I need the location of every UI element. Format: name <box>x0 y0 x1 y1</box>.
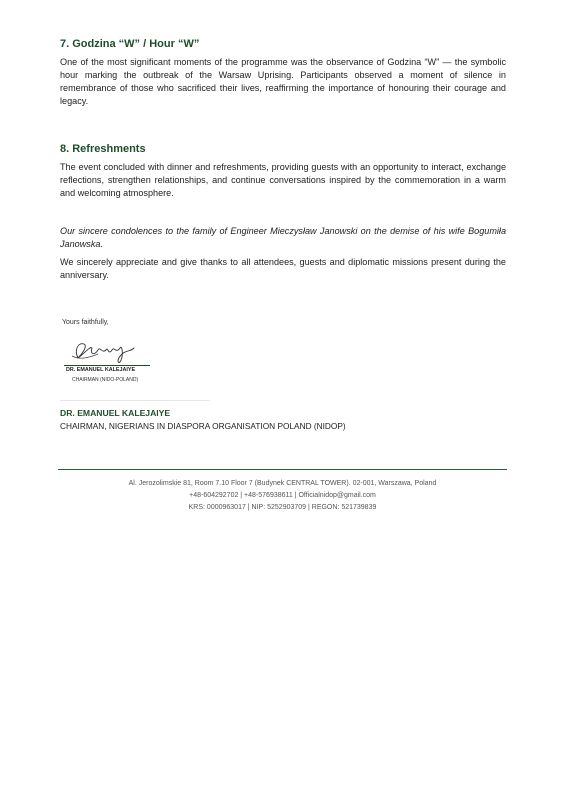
closing-salutation: Yours faithfully, <box>62 319 109 326</box>
footer-divider <box>58 469 507 470</box>
signature-title-stamp: CHAIRMAN (NIDO-POLAND) <box>72 377 139 383</box>
signature-name-stamp: DR. EMANUEL KALEJAIYE <box>66 367 136 373</box>
thanks-note: We sincerely appreciate and give thanks to all attendees, guests and diplomatic missions present during the anniversary. <box>60 257 506 280</box>
signature-line <box>64 365 150 366</box>
letterhead-footer <box>58 478 507 514</box>
condolence-note: Our sincere condolences to the family of Engineer Mieczysław Janowski on the demise of his wife Bogumiła Janowska. <box>60 226 506 249</box>
footer-address: Al. Jerozolimskie 81, Room 7.10 Floor 7 (Budynek CENTRAL TOWER). 02-001, Warszawa, Poland <box>128 480 437 487</box>
section-7-body: One of the most significant moments of the programme was the observance of Godzina “W” — the symbolic hour marking the outbreak of the Warsaw Uprising. Participants observed a moment of silence in remembrance of those who sacrificed their lives, reaffirming the importance of honouring their courage and legacy. <box>60 57 506 106</box>
signer-divider <box>60 400 210 401</box>
footer-contacts: +48-604292702 | +48-576938611 | Officialnidop@gmail.com <box>189 492 376 499</box>
footer-registry: KRS: 0000963017 | NIP: 5252903709 | REGON: 521739839 <box>188 504 377 511</box>
handwritten-signature <box>68 336 148 366</box>
section-7-heading: 7. Godzina “W” / Hour “W” <box>60 38 200 50</box>
section-8-body: The event concluded with dinner and refreshments, providing guests with an opportunity to interact, exchange reflections, strengthen relationships, and continue conversations inspired by the commemoration in a warm and welcoming atmosphere. <box>60 162 506 198</box>
section-8-heading: 8. Refreshments <box>60 143 146 155</box>
signature-block <box>62 336 152 388</box>
signer-title: CHAIRMAN, NIGERIANS IN DIASPORA ORGANISATION POLAND (NIDOP) <box>60 421 346 431</box>
signer-name: DR. EMANUEL KALEJAIYE <box>60 408 171 418</box>
